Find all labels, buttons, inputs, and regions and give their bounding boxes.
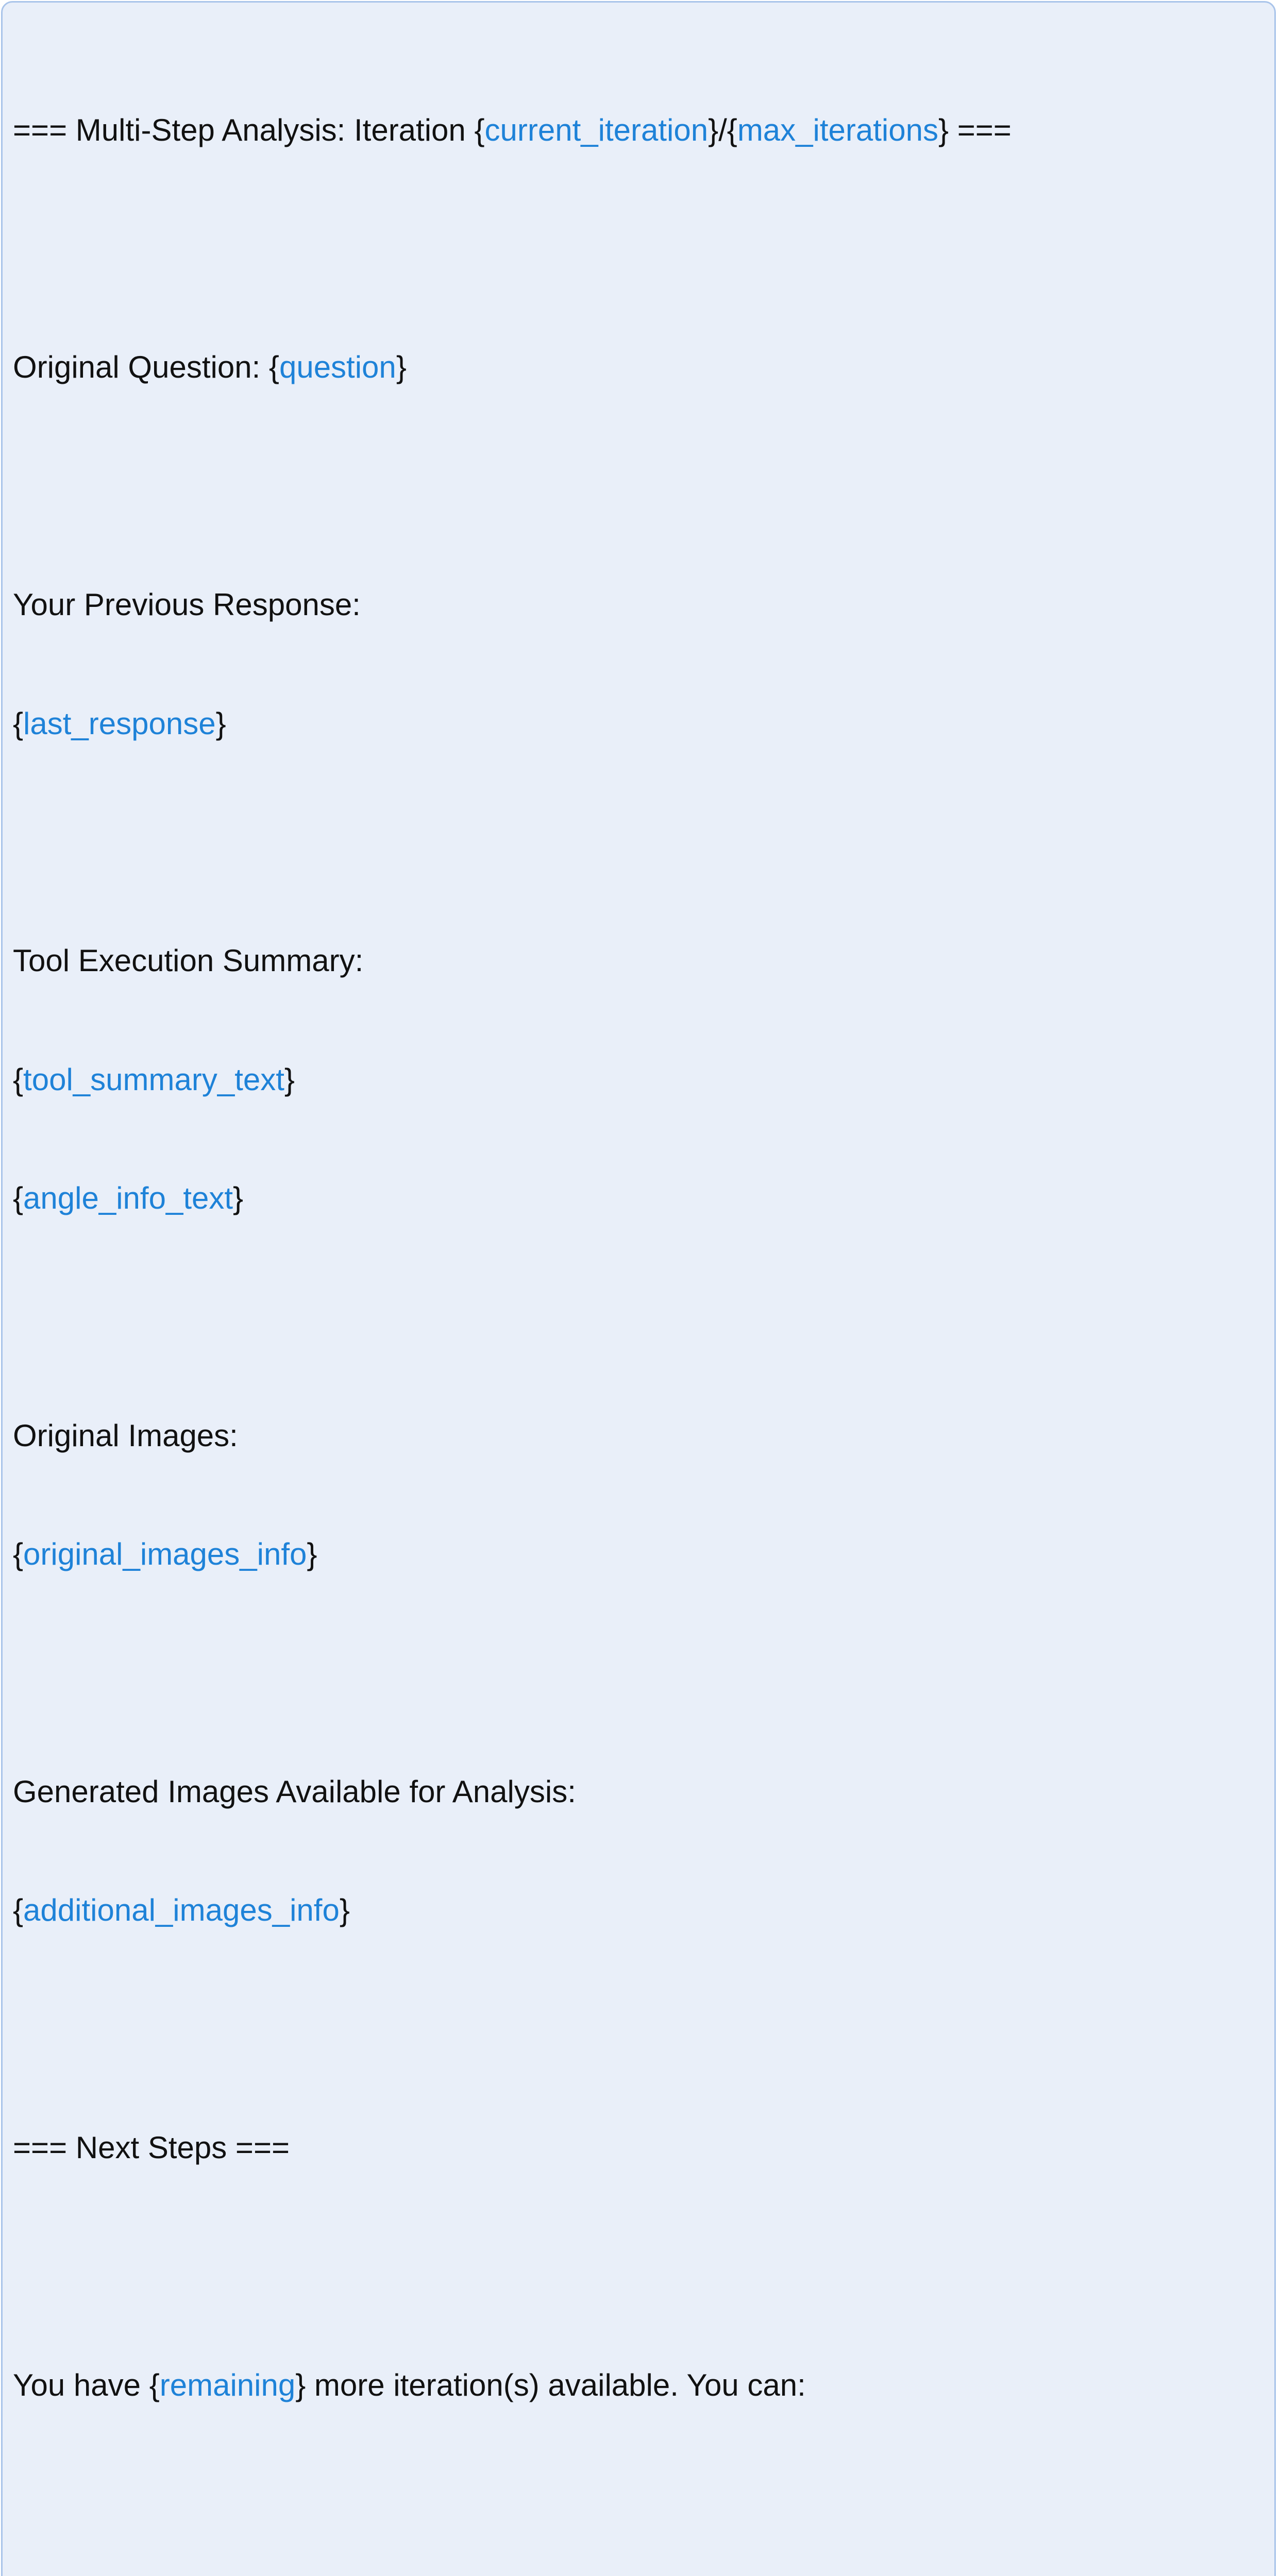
blank-line	[13, 467, 1270, 506]
angle-info-line: {angle_info_text}	[13, 1181, 244, 1216]
blank-line	[13, 2247, 1270, 2287]
previous-response-line: {last_response}	[13, 706, 226, 741]
blank-line	[13, 229, 1270, 269]
remaining-line: You have {remaining} more iteration(s) available. You can:	[13, 2368, 806, 2403]
prompt-panel	[1, 1, 1276, 2576]
header-line: === Multi-Step Analysis: Iteration {current_iteration}/{max_iterations} ===	[13, 112, 1012, 147]
tool-summary-line: {tool_summary_text}	[13, 1062, 295, 1097]
generated-images-label: Generated Images Available for Analysis:	[13, 1774, 576, 1809]
generated-images-line: {additional_images_info}	[13, 1893, 350, 1928]
additional-images-placeholder: additional_images_info	[23, 1893, 340, 1928]
question-placeholder: question	[279, 350, 396, 385]
previous-response-label: Your Previous Response:	[13, 587, 361, 622]
question-line: Original Question: {question}	[13, 350, 407, 385]
original-images-line: {original_images_info}	[13, 1537, 317, 1572]
tool-summary-placeholder: tool_summary_text	[23, 1062, 284, 1097]
angle-info-placeholder: angle_info_text	[23, 1181, 233, 1216]
original-images-placeholder: original_images_info	[23, 1537, 307, 1572]
blank-line	[13, 1654, 1270, 1693]
remaining-placeholder: remaining	[159, 2368, 296, 2403]
last-response-placeholder: last_response	[23, 706, 216, 741]
next-steps-heading: === Next Steps ===	[13, 2130, 290, 2165]
original-images-label: Original Images:	[13, 1418, 238, 1453]
tool-summary-label: Tool Execution Summary:	[13, 943, 364, 978]
max-iterations-placeholder: max_iterations	[737, 112, 939, 147]
blank-line	[13, 1298, 1270, 1337]
blank-line	[13, 2484, 1270, 2524]
prompt-text	[13, 31, 1270, 2576]
current-iteration-placeholder: current_iteration	[484, 112, 709, 147]
blank-line	[13, 2010, 1270, 2049]
blank-line	[13, 823, 1270, 862]
